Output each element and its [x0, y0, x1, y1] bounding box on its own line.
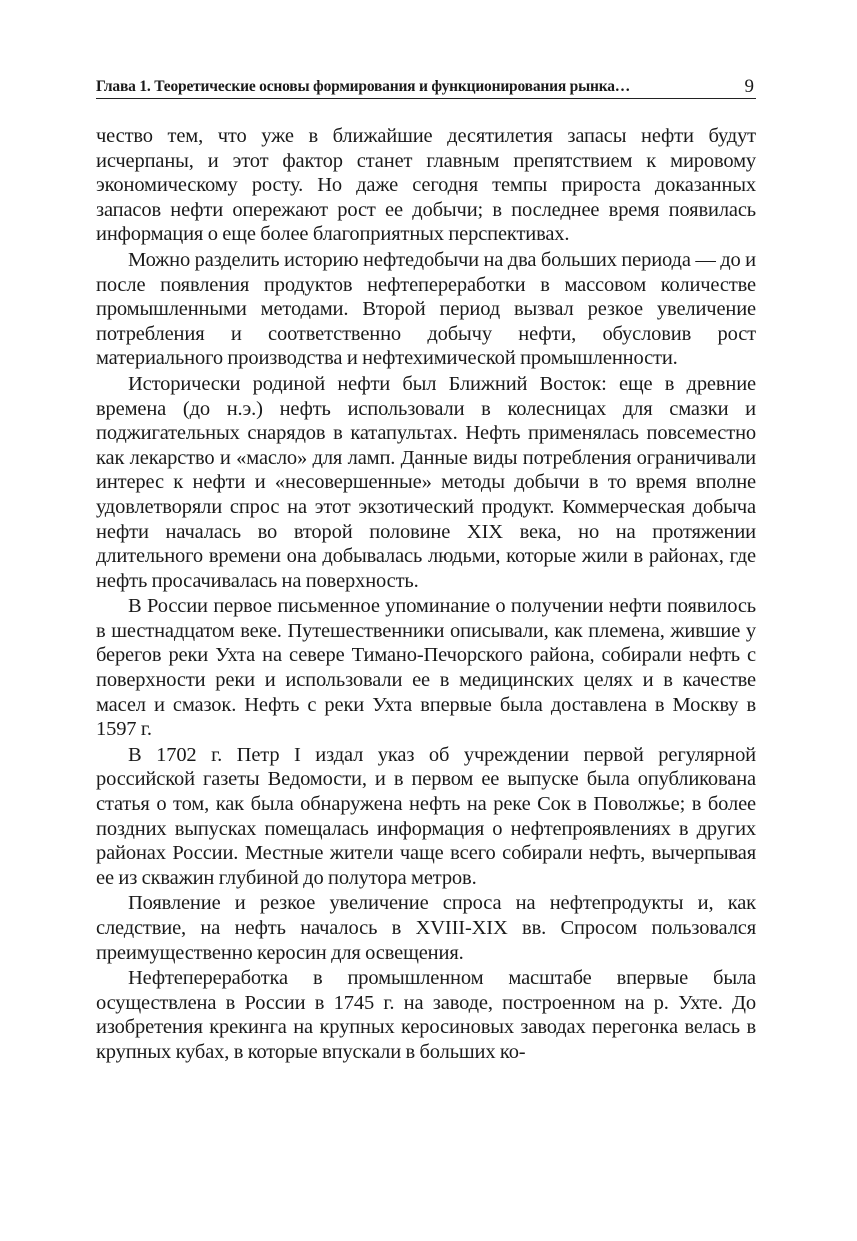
- body-text: [96, 124, 756, 1065]
- paragraph: Можно разделить историю нефтедобычи на два больших периода — до и после появления продуктов нефтепереработки в массовом количестве промышленными методами. Второй период вызвал резкое увеличение потребления и соответственно добычу нефти, обусловив рост материального производства и нефтехимической промышленности.: [96, 248, 756, 370]
- paragraph: В России первое письменное упоминание о получении нефти появилось в шестнадцатом веке. Путешественники описывали, как племена, жившие у берегов реки Ухта на севере Тимано-Печорского района, собирали нефть с поверхности реки и использовали ее в медицинских целях и в качестве масел и смазок. Нефть с реки Ухта впервые была доставлена в Москву в 1597 г.: [96, 595, 756, 741]
- paragraph: В 1702 г. Петр I издал указ об учреждении первой регулярной российской газеты Ведомости, и в первом ее выпуске была опубликована статья о том, как была обнаружена нефть на реке Сок в Поволжье; в более поздних выпусках помещалась информация о нефтепроявлениях в других районах России. Местные жители чаще всего собирали нефть, вычерпывая ее из скважин глубиной до полутора метров.: [96, 743, 756, 889]
- running-header: [96, 72, 756, 99]
- book-page: [96, 72, 756, 1066]
- paragraph: Появление и резкое увеличение спроса на нефтепродукты и, как следствие, на нефть началось в XVIII-XIX вв. Спросом пользовался преимущественно керосин для освещения.: [96, 892, 756, 964]
- paragraph: Исторически родиной нефти был Ближний Восток: еще в древние времена (до н.э.) нефть использовали в колесницах для смазки и поджигательных снарядов в катапультах. Нефть применялась повсеместно как лекарство и «масло» для ламп. Данные виды потребления ограничивали интерес к нефти и «несовершенные» методы добычи в то время вполне удовлетворяли спрос на этот экзотический продукт. Коммерческая добыча нефти началась во второй половине XIX века, но на протяжении длительного времени она добывалась людьми, которые жили в районах, где нефть просачивалась на поверхность.: [96, 372, 756, 592]
- paragraph: чество тем, что уже в ближайшие десятилетия запасы нефти будут исчерпаны, и этот фактор станет главным препятствием к мировому экономическому росту. Но даже сегодня темпы прироста доказанных запасов нефти опережают рост ее добычи; в последнее время появилась информация о еще более благоприятных перспективах.: [96, 125, 756, 246]
- paragraph: Нефтепереработка в промышленном масштабе впервые была осуществлена в России в 1745 г. на заводе, построенном на р. Ухте. До изобретения крекинга на крупных керосиновых заводах перегонка велась в крупных кубах, в которые впускали в больших ко-: [96, 967, 756, 1063]
- page-number: 9: [744, 76, 754, 97]
- running-title: Глава 1. Теоретические основы формирования и функционирования рынка…: [96, 78, 631, 95]
